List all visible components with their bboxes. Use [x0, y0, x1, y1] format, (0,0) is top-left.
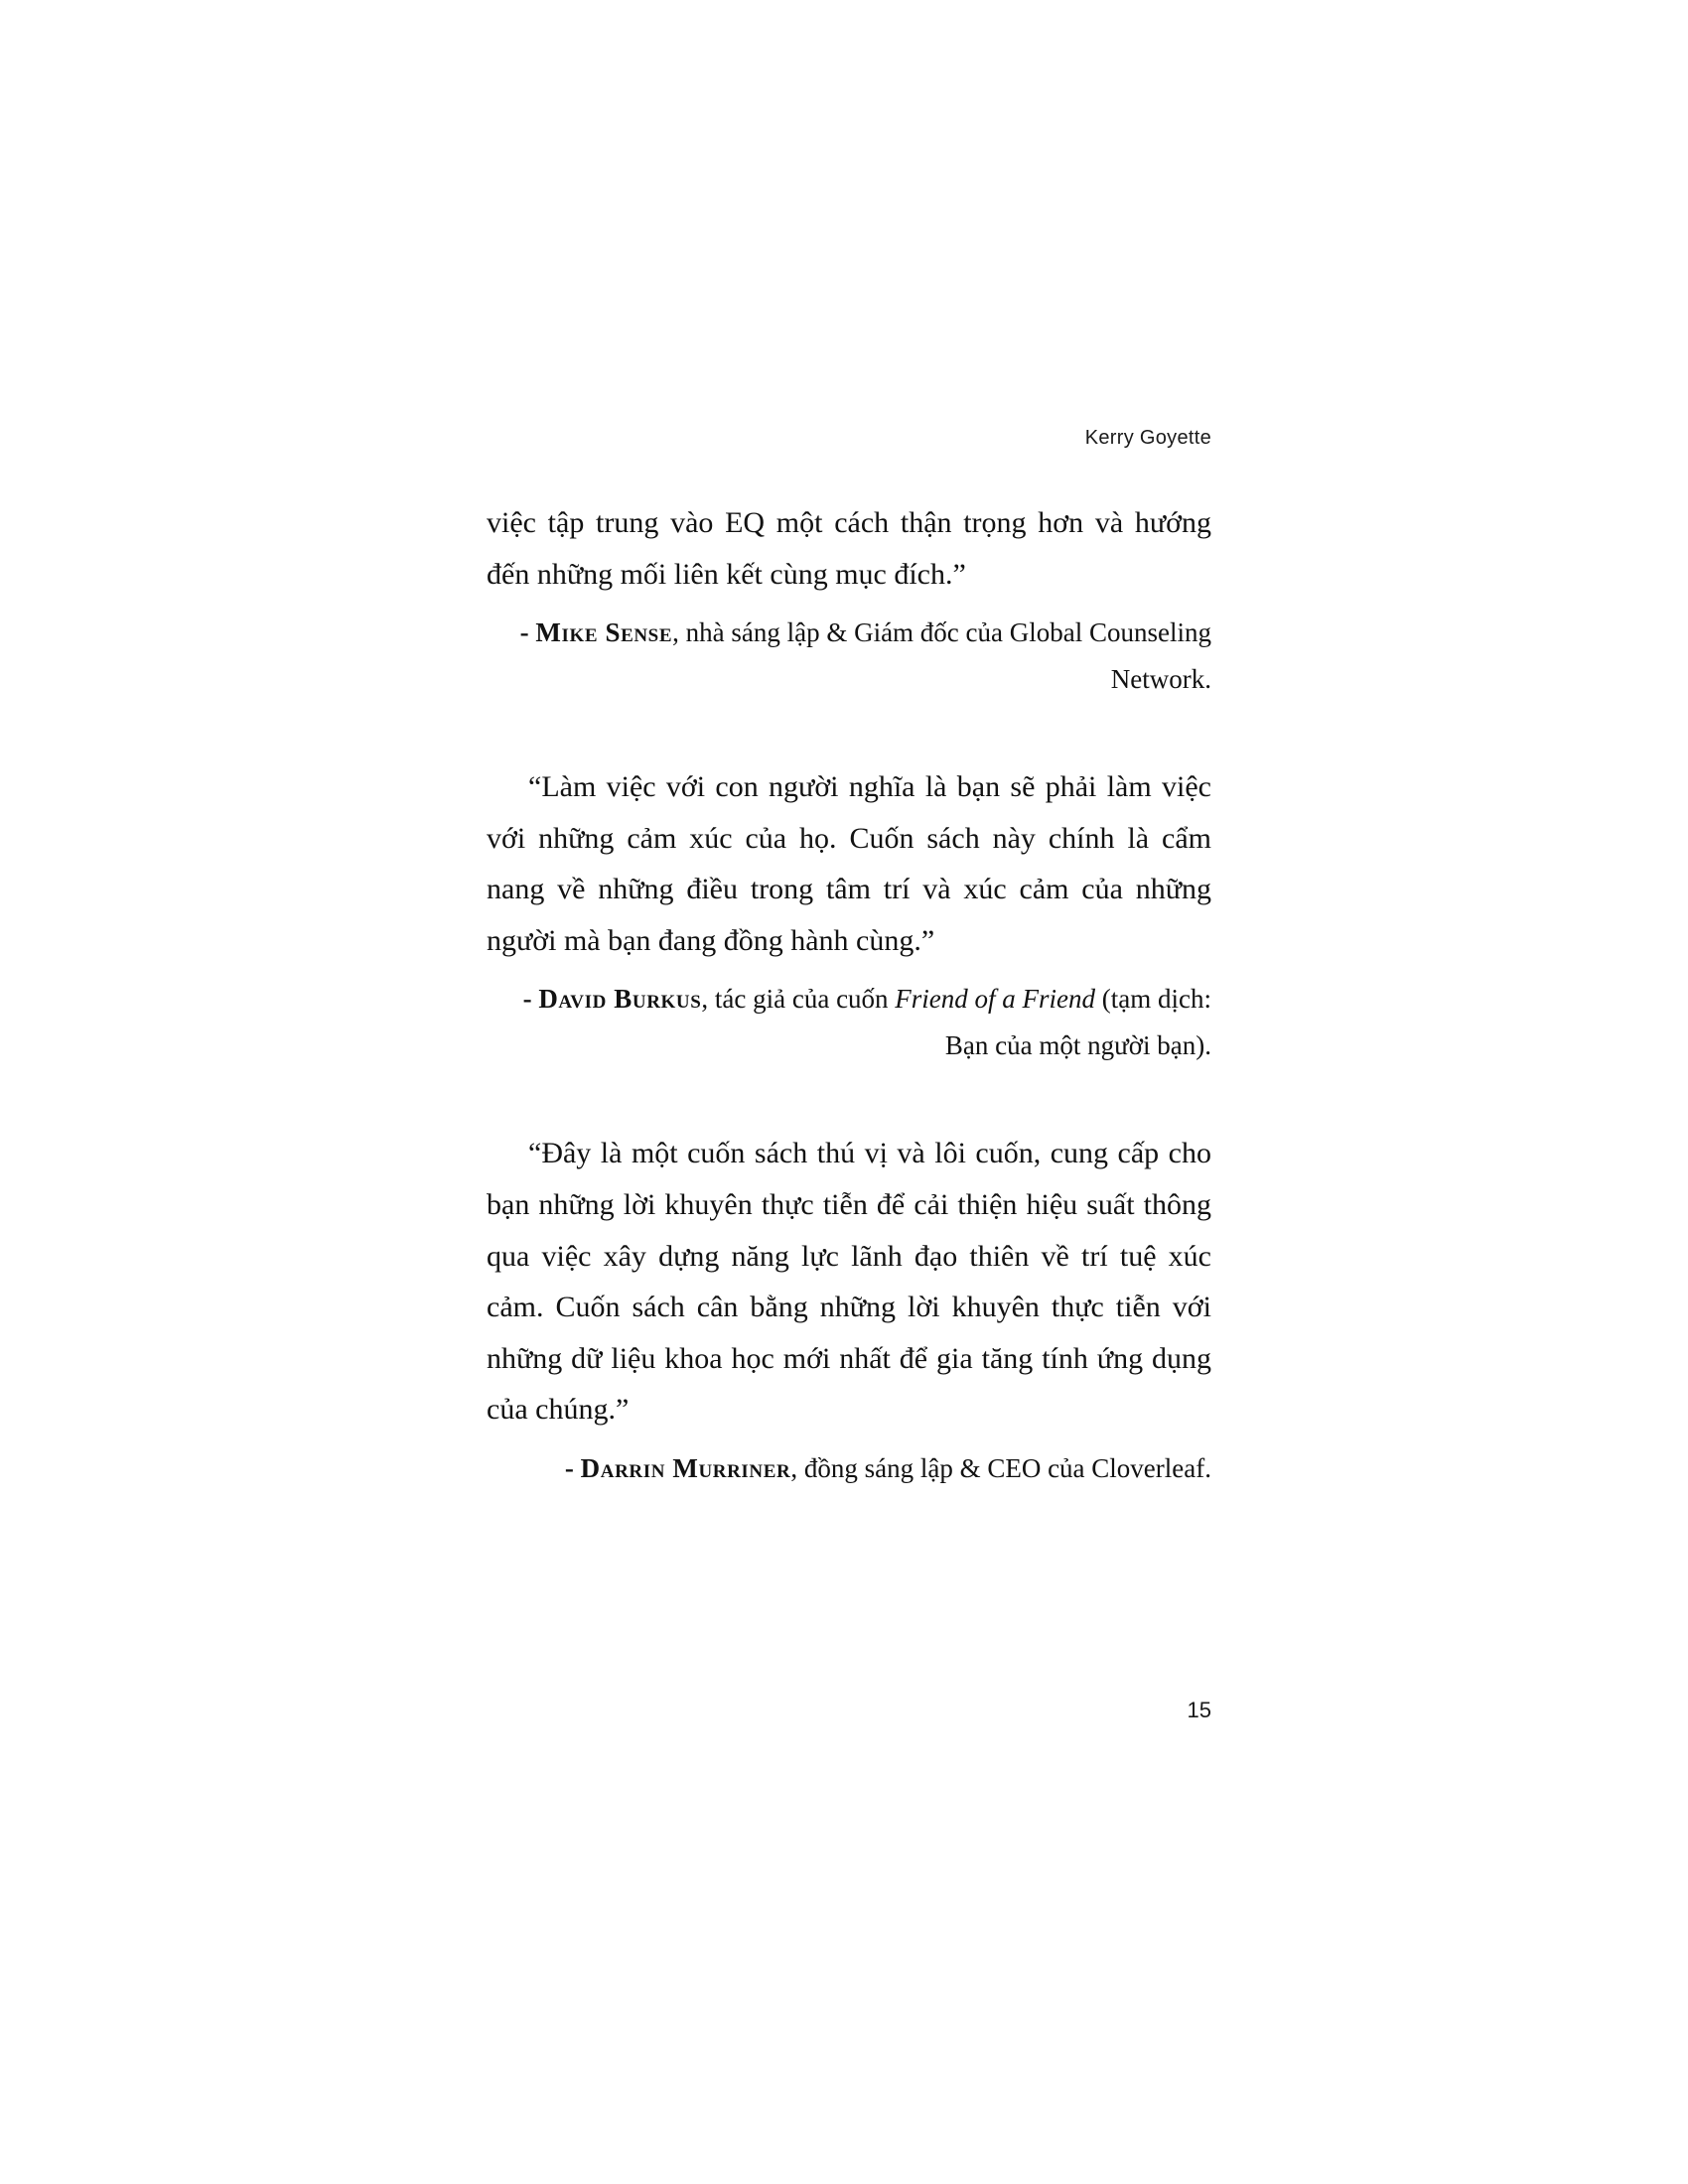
attribution-dash: -	[519, 617, 536, 648]
quote-paragraph-2: “Đây là một cuốn sách thú vị và lôi cuốn, cung cấp cho bạn những lời khuyên thực tiễn để cải thiện hiệu suất thông qua việc xây dựng năng lực lãnh đạo thiên về trí tuệ xúc cảm. Cuốn sách cân bằng những lời khuyên thực tiễn với những dữ liệu khoa học mới nhất để gia tăng tính ứng dụng của chúng.”	[487, 1137, 1211, 1427]
continued-paragraph: việc tập trung vào EQ một cách thận trọng hơn và hướng đến những mối liên kết cùng mục đích.”	[487, 506, 1211, 591]
attribution-rest: , tác giả của cuốn	[701, 984, 896, 1015]
attribution-book-title: Friend of a Friend	[895, 984, 1096, 1015]
attribution-dash: -	[522, 984, 539, 1015]
running-head: Kerry Goyette	[1084, 427, 1211, 449]
attribution-rest: , nhà sáng lập & Giám đốc của Global Counseling Network.	[672, 617, 1211, 694]
attribution-darrin-murriner	[487, 1445, 1211, 1491]
attribution-mike-sense	[487, 610, 1211, 702]
page-content	[487, 427, 1211, 1491]
attribution-name: Darrin Murriner	[580, 1452, 791, 1483]
attribution-name: Mike Sense	[535, 617, 673, 648]
attribution-rest: , đồng sáng lập & CEO của Cloverleaf.	[790, 1452, 1211, 1483]
attribution-name: David Burkus	[538, 984, 702, 1015]
attribution-tail: (tạm dịch: Bạn của một người bạn).	[944, 984, 1211, 1060]
spacer	[487, 702, 1211, 761]
page-number: 15	[1187, 1698, 1211, 1722]
attribution-david-burkus	[487, 976, 1211, 1068]
quote-paragraph-1: “Làm việc với con người nghĩa là bạn sẽ phải làm việc với những cảm xúc của họ. Cuốn sách này chính là cẩm nang về những điều trong tâm trí và xúc cảm của những người mà bạn đang đồng hành cùng.”	[487, 770, 1211, 957]
attribution-dash: -	[564, 1452, 581, 1483]
spacer	[487, 1068, 1211, 1128]
